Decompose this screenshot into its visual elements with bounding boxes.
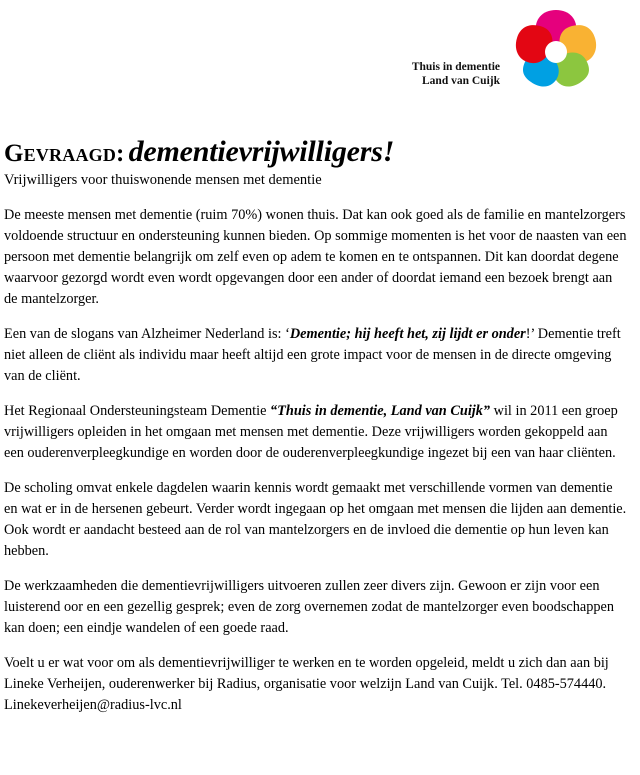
logo-block — [330, 6, 620, 98]
paragraph-3-tail: wil in 2011 een groep vrijwilligers opleiden in het omgaan met mensen met dementie. Deze vrijwilligers worden gekoppeld aan een ouderenverpleegkundige en worden door de ouderenverpleegkundige ingezet bij een van haar cliënten. — [4, 403, 618, 462]
logo-wordmark — [350, 60, 500, 89]
document-body — [4, 205, 628, 716]
paragraph-3-lead: Het Regionaal Ondersteuningsteam Dementie — [4, 403, 271, 420]
logo-line-1: Thuis in dementie — [411, 61, 500, 73]
paragraph-2 — [4, 324, 628, 387]
flower-logo-icon — [510, 6, 602, 92]
page-title — [4, 135, 624, 169]
paragraph-3 — [4, 401, 628, 464]
paragraph-1: De meeste mensen met dementie (ruim 70%) wonen thuis. Dat kan ook goed als de familie en mantelzorgers voldoende structuur en ondersteuning kunnen bieden. Op sommige momenten is het voor de naasten van een persoon met dementie belangrijk om zelf even op adem te komen en te ontspannen. Dit kan doordat degene waarvoor gezorgd wordt even wordt opgevangen door een ander of doordat iemand een bezoek brengt aan de mantelzorger. — [4, 207, 627, 308]
logo-line-2: Land van Cuijk — [422, 75, 500, 88]
paragraph-6: Voelt u er wat voor om als dementievrijwilliger te werken en te worden opgeleid, meldt u zich dan aan bij Lineke Verheijen, ouderenwerker bij Radius, organisatie voor welzijn Land van Cuijk. Tel. 0485-574440. Linekeverheijen@radius-lvc.nl — [4, 655, 609, 714]
page-subtitle: Vrijwilligers voor thuiswonende mensen met dementie — [4, 172, 322, 188]
paragraph-3-emphasis: “Thuis in dementie, Land van Cuijk” — [270, 403, 491, 420]
title-prefix: Gevraagd: — [4, 140, 125, 167]
paragraph-2-emphasis: Dementie; hij heeft het, zij lijdt er onder — [289, 326, 526, 343]
paragraph-2-lead: Een van de slogans van Alzheimer Nederland is: ‘ — [4, 326, 290, 343]
title-main: dementievrijwilligers! — [128, 135, 395, 168]
paragraph-4: De scholing omvat enkele dagdelen waarin kennis wordt gemaakt met verschillende vormen van dementie en wat er in de hersenen gebeurt. Verder wordt ingegaan op het omgaan met mensen die lijden aan dementie. Ook wordt er aandacht besteed aan de rol van mantelzorgers en de invloed die dementie op hun leven kan hebben. — [4, 480, 627, 560]
paragraph-2-tail: !’ Dementie treft niet alleen de cliënt als individu maar heeft altijd een grote impact voor de mensen in de directe omgeving van de cliënt. — [4, 326, 621, 385]
paragraph-5: De werkzaamheden die dementievrijwilligers uitvoeren zullen zeer divers zijn. Gewoon er zijn voor een luisterend oor en een gezellig gesprek; even de zorg overnemen zodat de mantelzorger even boodschappen kan doen; een eindje wandelen of een goede raad. — [4, 578, 615, 637]
